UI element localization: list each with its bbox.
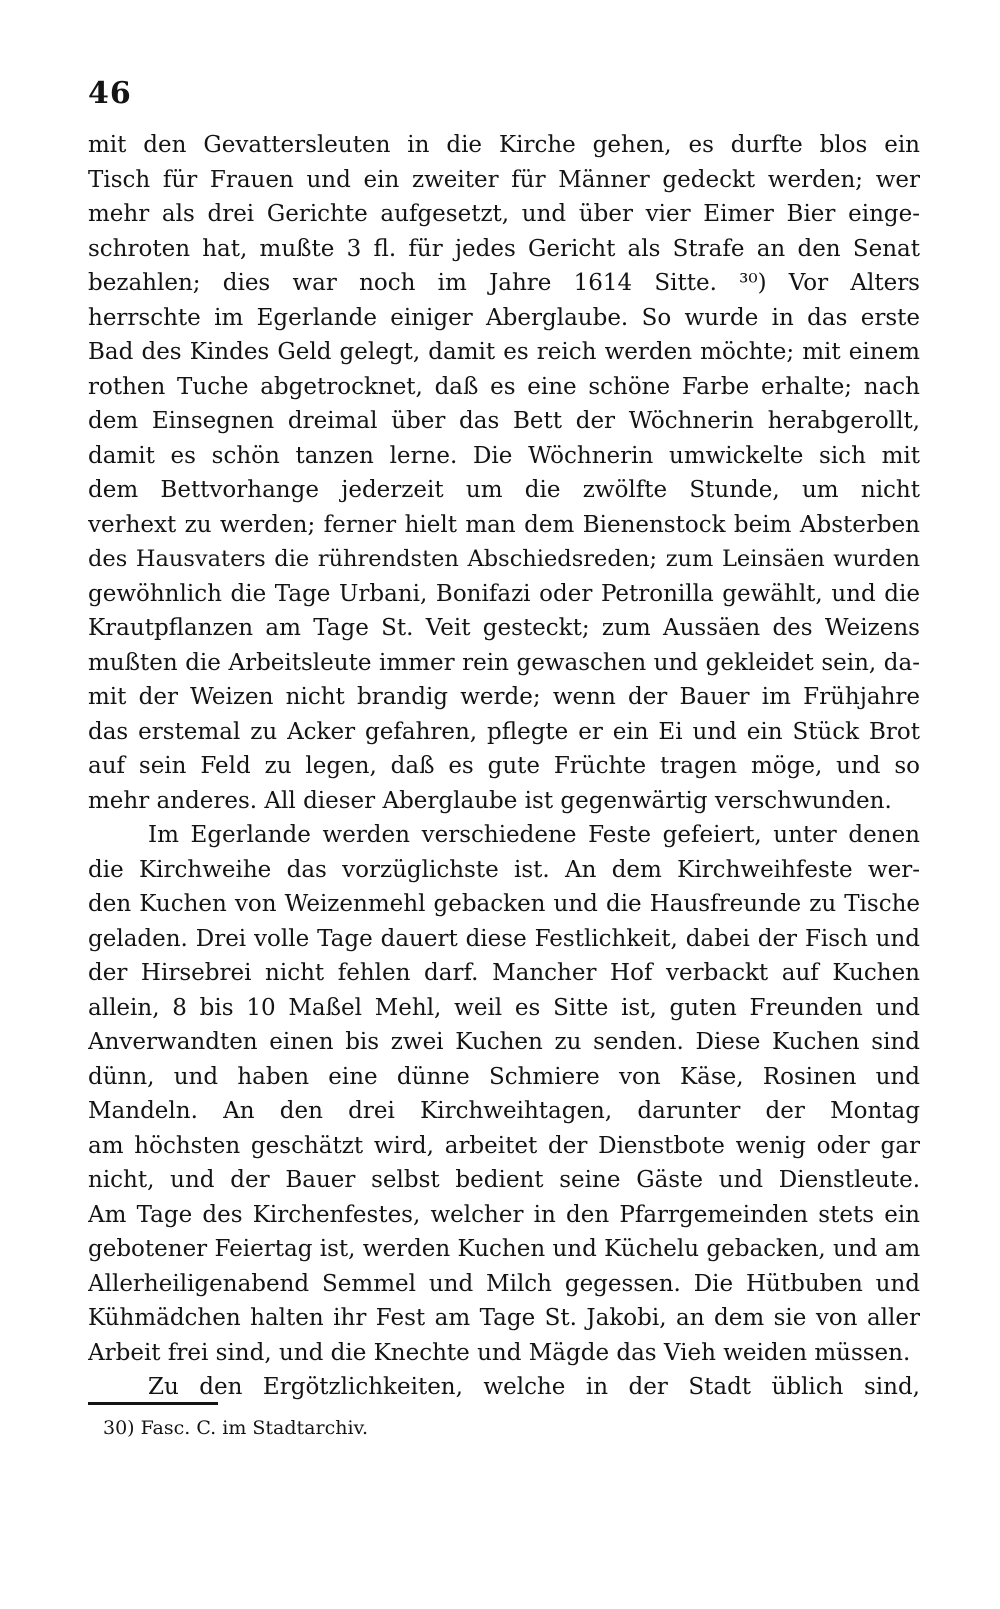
text-line: der Hirsebrei nicht fehlen darf. Mancher Hof verbackt auf Kuchen [88, 960, 920, 986]
text-line: nicht, und der Bauer selbst bedient seine Gäste und Dienstleute. [88, 1167, 920, 1193]
text-line: gewöhnlich die Tage Urbani, Bonifazi oder Petronilla gewählt, und die [88, 580, 920, 607]
text-line: Mandeln. An den drei Kirchweihtagen, darunter der Montag [88, 1098, 920, 1124]
text-line: mußten die Arbeitsleute immer rein gewaschen und gekleidet sein, da- [88, 649, 920, 676]
text-line: Allerheiligenabend Semmel und Milch gegessen. Die Hütbuben und [88, 1270, 920, 1297]
text-line: mehr anderes. All dieser Aberglaube ist gegenwärtig verschwunden. [88, 787, 892, 814]
text-line: Anverwandten einen bis zwei Kuchen zu senden. Diese Kuchen sind [88, 1029, 920, 1055]
text-line: die Kirchweihe das vorzüglichste ist. An dem Kirchweihfeste wer- [88, 856, 920, 883]
text-line: dünn, und haben eine dünne Schmiere von Käse, Rosinen und [88, 1063, 920, 1090]
text-line: geladen. Drei volle Tage dauert diese Festlichkeit, dabei der Fisch und [88, 925, 920, 952]
text-line: Arbeit frei sind, und die Knechte und Mägde das Vieh weiden müssen. [88, 1339, 911, 1366]
text-line: mit den Gevattersleuten in die Kirche gehen, es durfte blos ein [88, 132, 920, 158]
text-line: des Hausvaters die rührendsten Abschiedsreden; zum Leinsäen wurden [88, 546, 920, 572]
text-line: Kühmädchen halten ihr Fest am Tage St. Jakobi, an dem sie von aller [88, 1305, 920, 1331]
text-line: Am Tage des Kirchenfestes, welcher in den Pfarrgemeinden stets ein [88, 1201, 920, 1228]
page-number: 46 [88, 76, 132, 111]
text-line: Bad des Kindes Geld gelegt, damit es reich werden möchte; mit einem [88, 339, 920, 365]
text-line: gebotener Feiertag ist, werden Kuchen und Küchelu gebacken, und am [88, 1236, 920, 1262]
text-line: dem Bettvorhange jederzeit um die zwölfte Stunde, um nicht [88, 477, 920, 503]
text-line: den Kuchen von Weizenmehl gebacken und die Hausfreunde zu Tische [88, 891, 920, 917]
text-line: damit es schön tanzen lerne. Die Wöchnerin umwickelte sich mit [88, 442, 920, 469]
footnote-divider [88, 1402, 218, 1405]
text-line: am höchsten geschätzt wird, arbeitet der Dienstbote wenig oder gar [88, 1132, 920, 1159]
footnote: 30) Fasc. C. im Stadtarchiv. [103, 1417, 369, 1439]
text-line: verhext zu werden; ferner hielt man dem Bienenstock beim Absterben [88, 511, 920, 538]
text-line: Krautpflanzen am Tage St. Veit gesteckt; zum Aussäen des Weizens [88, 615, 920, 641]
text-line: schroten hat, mußte 3 fl. für jedes Gericht als Strafe an den Senat [88, 235, 920, 262]
text-line: dem Einsegnen dreimal über das Bett der Wöchnerin herabgerollt, [88, 408, 920, 434]
text-line: allein, 8 bis 10 Maßel Mehl, weil es Sitte ist, guten Freunden und [88, 994, 920, 1021]
text-line: Im Egerlande werden verschiedene Feste gefeiert, unter denen [148, 822, 920, 848]
text-line: mehr als drei Gerichte aufgesetzt, und über vier Eimer Bier einge- [88, 201, 920, 227]
text-line: bezahlen; dies war noch im Jahre 1614 Sitte. ³⁰) Vor Alters [88, 270, 920, 296]
text-line: Zu den Ergötzlichkeiten, welche in der Stadt üblich sind, [148, 1374, 920, 1400]
text-line: mit der Weizen nicht brandig werde; wenn der Bauer im Frühjahre [88, 684, 920, 710]
body-text [88, 128, 920, 1405]
text-line: herrschte im Egerlande einiger Aberglaube. So wurde in das erste [88, 304, 920, 331]
text-line: Tisch für Frauen und ein zweiter für Männer gedeckt werden; wer [88, 166, 920, 193]
text-line: rothen Tuche abgetrocknet, daß es eine schöne Farbe erhalte; nach [88, 373, 920, 400]
text-line: auf sein Feld zu legen, daß es gute Früchte tragen möge, und so [88, 753, 920, 779]
text-line: das erstemal zu Acker gefahren, pflegte er ein Ei und ein Stück Brot [88, 718, 920, 745]
